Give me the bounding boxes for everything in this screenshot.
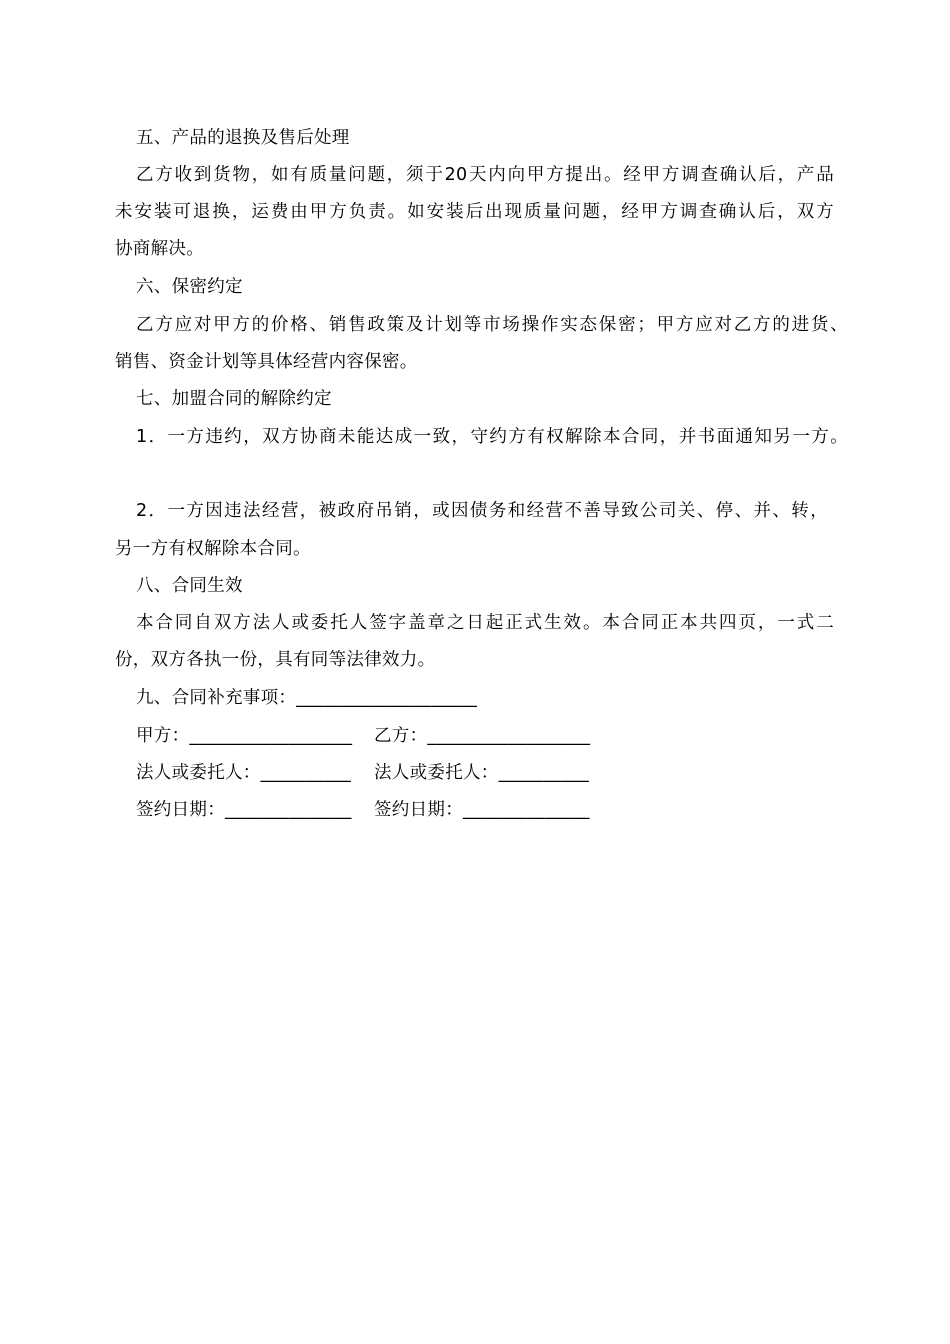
section-8-paragraph-line-1: 本合同自双方法人或委托人签字盖章之日起正式生效。本合同正本共四页，一式二: [136, 613, 834, 633]
party-b-sign-date: 签约日期：______________: [374, 800, 590, 820]
party-a-representative: 法人或委托人：__________: [136, 763, 352, 783]
section-5-paragraph-line-2: 未安装可退换，运费由甲方负责。如安装后出现质量问题，经甲方调查确认后，双方: [115, 202, 834, 222]
section-5-paragraph-line-3: 协商解决。: [115, 239, 204, 259]
section-7-item-1: 1．一方违约，双方协商未能达成一致，守约方有权解除本合同，并书面通知另一方。: [136, 427, 848, 447]
section-5-paragraph-line-1: 乙方收到货物，如有质量问题，须于20天内向甲方提出。经甲方调查确认后，产品: [136, 165, 834, 185]
section-7-item-2-line-1: 2．一方因违法经营，被政府吊销，或因债务和经营不善导致公司关、停、并、转，: [136, 501, 828, 521]
section-8-heading: 八、合同生效: [136, 576, 243, 596]
section-6-paragraph-line-1: 乙方应对甲方的价格、销售政策及计划等市场操作实态保密；甲方应对乙方的进货、: [136, 315, 848, 335]
section-6-heading: 六、保密约定: [136, 277, 243, 297]
party-b-signature: 乙方：__________________: [374, 726, 591, 746]
section-9-heading: 九、合同补充事项：____________________: [136, 688, 478, 708]
party-b-representative: 法人或委托人：__________: [374, 763, 590, 783]
section-6-paragraph-line-2: 销售、资金计划等具体经营内容保密。: [115, 352, 418, 372]
party-a-sign-date: 签约日期：______________: [136, 800, 352, 820]
section-7-heading: 七、加盟合同的解除约定: [136, 389, 332, 409]
section-5-heading: 五、产品的退换及售后处理: [136, 128, 350, 148]
section-7-item-2-line-2: 另一方有权解除本合同。: [115, 539, 311, 559]
party-a-signature: 甲方：__________________: [136, 726, 353, 746]
section-8-paragraph-line-2: 份，双方各执一份，具有同等法律效力。: [115, 650, 436, 670]
